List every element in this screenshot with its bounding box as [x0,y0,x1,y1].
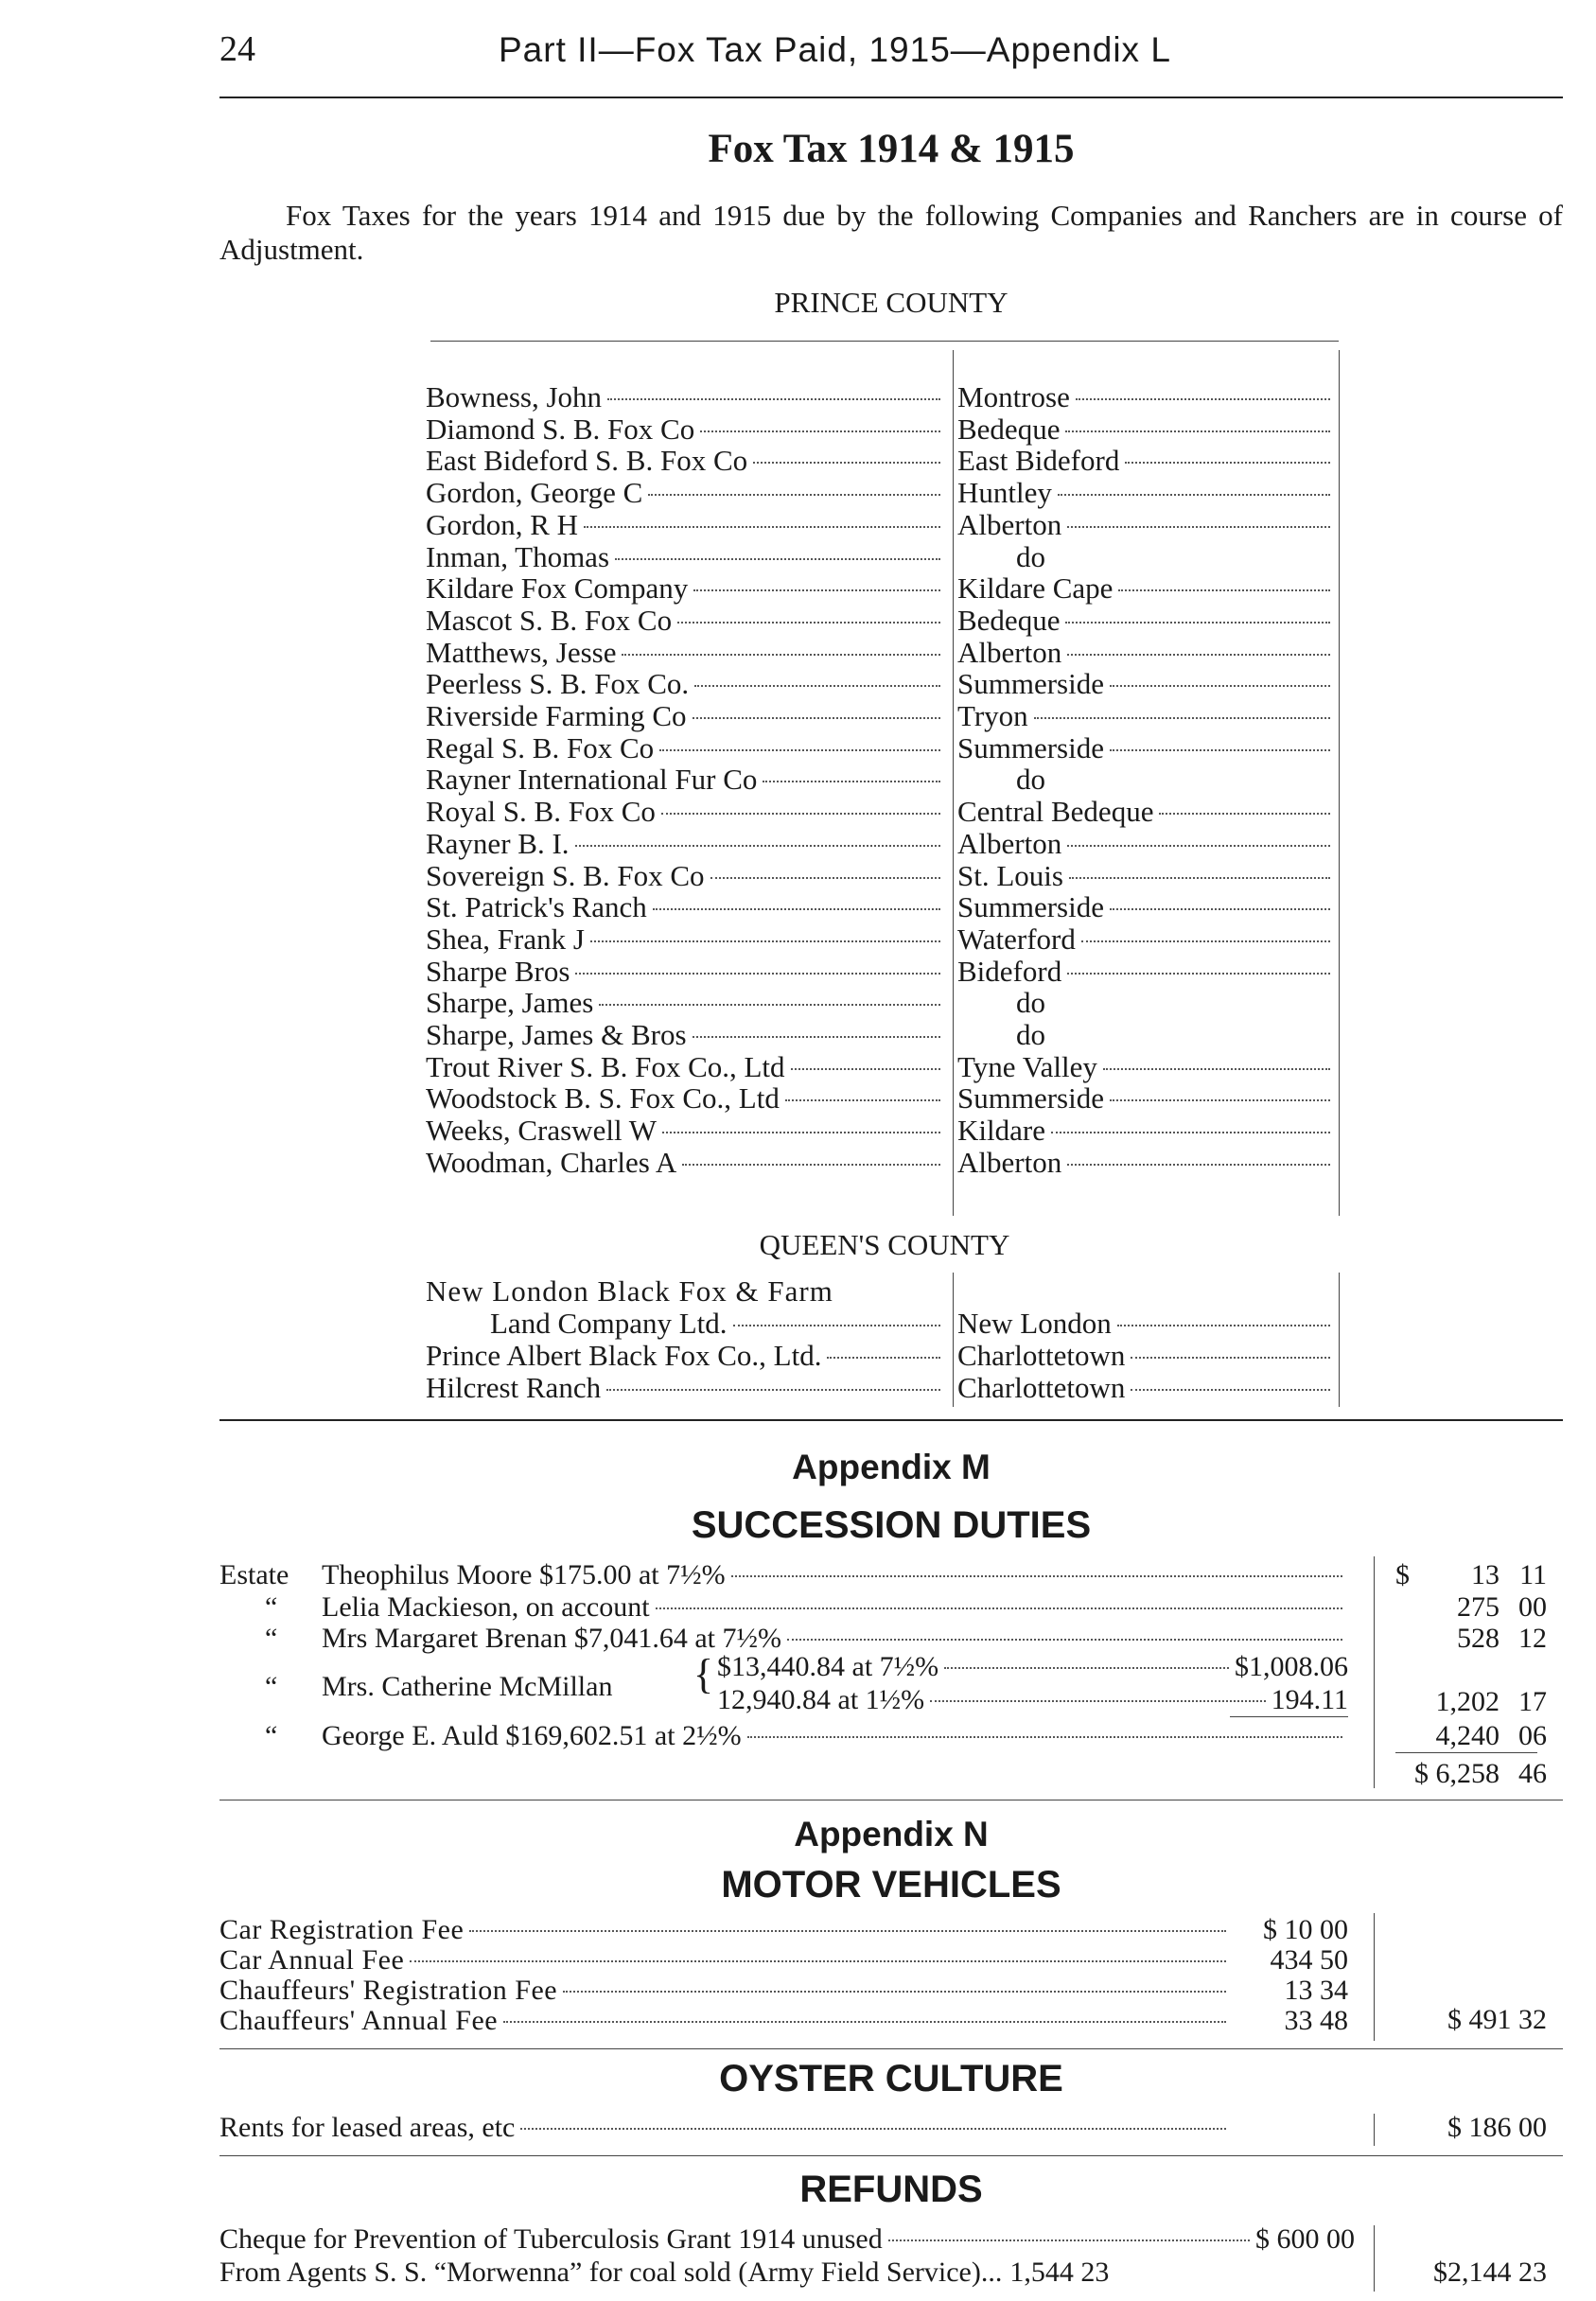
mcmillan-sub-rule [1230,1716,1348,1717]
prince-entry-place: do [1016,1018,1045,1051]
queens-entry-place: Charlottetown [957,1339,1336,1373]
prince-entry-place: Summerside [957,731,1336,765]
prince-entry [426,636,946,670]
prince-county-heading: PRINCE COUNTY [774,286,1008,319]
entry-name: St. Patrick's Ranch [426,890,647,924]
mcmillan-sub1: $13,440.84 at 7½% $1,008.06 [717,1651,1348,1682]
prince-entry-place: Summerside [957,667,1336,701]
header-rule [219,97,1563,98]
fox-tax-title: Fox Tax 1914 & 1915 [708,127,1075,171]
entry-name: Matthews, Jesse [426,635,617,669]
motor-divider [1374,1913,1375,2041]
duty-amount-cents: 11 [1519,1559,1547,1590]
prince-entry [426,1018,946,1052]
entry-name: Gordon, R H [426,507,579,541]
motor-row: Car Annual Fee [219,1944,1232,1976]
duty-amount-dollars: 275 [1457,1591,1500,1623]
entry-name: Riverside Farming Co [426,699,687,732]
prince-entry-place: Alberton [957,1146,1336,1180]
ditto-mark: “ [265,1720,278,1751]
queens-divider [953,1273,954,1407]
duty-row-brenan: Mrs Margaret Brenan $7,041.64 at 7½% [322,1623,1348,1655]
prince-entry [426,571,946,606]
entry-name: Sharpe, James & Bros [426,1018,687,1051]
duty-amount-divider [1374,1556,1375,1788]
duty-amount-cents: 17 [1518,1686,1547,1717]
prince-entry-place: Alberton [957,636,1336,670]
prince-entry-place: Montrose [957,380,1336,414]
duty-amount-dollars: 528 [1457,1623,1500,1654]
prince-entry [426,1081,946,1115]
refunds-title: REFUNDS [799,2169,983,2210]
appendix-m-title: SUCCESSION DUTIES [691,1504,1092,1546]
prince-entry [426,859,946,893]
prince-entry [426,444,946,478]
mcmillan-sub2: 12,940.84 at 1½% 194.11 [717,1684,1348,1715]
duty-amount-cents: 00 [1518,1591,1547,1623]
fox-tax-intro: Fox Taxes for the years 1914 and 1915 due by the following Companies and Ranchers are in course of Adjustment. [219,199,1563,266]
column-divider [953,350,954,1216]
motor-total: $ 491 32 [1447,2004,1547,2035]
entry-name: Shea, Frank J [426,922,585,956]
refunds-total: $2,144 23 [1433,2257,1547,2288]
appendix-n-label: Appendix N [794,1815,989,1853]
duty-amount-dollars: 4,240 [1435,1720,1500,1751]
page-number: 24 [219,29,255,69]
prince-entry [426,476,946,510]
duty-row-mackieson: Lelia Mackieson, on account [322,1591,1348,1624]
prince-entry-place: Bedeque [957,604,1336,638]
ditto-mark: “ [265,1591,278,1623]
duty-total-dollars: $ 6,258 [1414,1758,1500,1789]
motor-amount: 13 34 [1284,1975,1348,2006]
entry-name: Woodstock B. S. Fox Co., Ltd [426,1081,780,1115]
entry-name: Rayner International Fur Co [426,763,758,797]
entry-name: Sharpe Bros [426,954,570,988]
entry-name: Peerless S. B. Fox Co. [426,667,690,701]
running-title: Part II—Fox Tax Paid, 1915—Appendix L [499,30,1171,69]
prince-entry [426,1114,946,1148]
prince-entry-place: Alberton [957,827,1336,861]
queens-entry: Prince Albert Black Fox Co., Ltd. [426,1339,946,1373]
prince-entry-place: Central Bedeque [957,795,1336,829]
entry-name: Trout River S. B. Fox Co., Ltd [426,1049,785,1083]
prince-entry [426,986,946,1020]
refunds-divider [1374,2225,1375,2292]
brace-icon: { [693,1651,714,1697]
prince-entry [426,699,946,733]
prince-entry-place: do [1016,986,1045,1020]
prince-entry-place: Tryon [957,699,1336,733]
prince-entry [426,955,946,989]
prince-entry-place: Kildare [957,1114,1336,1148]
prince-entry [426,922,946,957]
oyster-row: Rents for leased areas, etc [219,2112,1232,2144]
entry-name: Weeks, Craswell W [426,1114,658,1148]
right-divider [1339,350,1340,1216]
prince-entry-place: do [1016,539,1045,573]
prince-entry-place: Bedeque [957,413,1336,447]
motor-end-rule [219,2048,1563,2049]
queens-county-heading: QUEEN'S COUNTY [759,1228,1010,1261]
duty-total-cents: 46 [1518,1758,1547,1789]
queens-entry-place: Charlottetown [957,1371,1336,1405]
entry-name: Sovereign S. B. Fox Co [426,858,705,892]
entry-name: Kildare Fox Company [426,571,689,606]
entry-name: Regal S. B. Fox Co [426,730,655,764]
prince-entry-place: Summerside [957,890,1336,924]
queens-entry-line1: New London Black Fox & Farm [426,1274,833,1308]
queens-entry: Land Company Ltd. [490,1307,946,1341]
entry-name: Mascot S. B. Fox Co [426,603,673,637]
queens-entry-place: New London [957,1307,1336,1341]
ditto-mark: “ [265,1623,278,1654]
prince-entry [426,795,946,829]
motor-amount: 33 48 [1284,2005,1348,2036]
prince-entry-place: do [1016,763,1045,797]
prince-entry-place: Tyne Valley [957,1050,1336,1084]
appendix-n-title: MOTOR VEHICLES [721,1864,1061,1906]
prince-entry [426,827,946,861]
entry-name: Inman, Thomas [426,539,610,573]
entry-name: Diamond S. B. Fox Co [426,412,695,446]
duty-amount-dollars: 13 [1471,1559,1500,1590]
prince-entry [426,763,946,797]
prince-entry-place: Summerside [957,1081,1336,1115]
prince-entry-place: Alberton [957,508,1336,542]
motor-row: Car Registration Fee [219,1914,1232,1946]
entry-name: Rayner B. I. [426,826,570,860]
prince-entry [426,604,946,638]
duty-dollar-sign: $ [1395,1559,1410,1590]
prince-entry-place: Bideford [957,955,1336,989]
motor-row: Chauffeurs' Registration Fee [219,1975,1232,2007]
prince-entry [426,380,946,414]
entry-name: Woodman, Charles A [426,1145,677,1179]
duty-row-auld: George E. Auld $169,602.51 at 2½% [322,1720,1348,1752]
queens-right-divider [1339,1273,1340,1407]
prince-entry [426,508,946,542]
entry-name: East Bideford S. B. Fox Co [426,444,748,478]
appendix-m-label: Appendix M [792,1448,991,1486]
entry-name: Royal S. B. Fox Co [426,795,656,829]
prince-entry-place: Kildare Cape [957,571,1336,606]
ditto-mark: “ [265,1671,278,1702]
prince-entry-place: East Bideford [957,444,1336,478]
duty-row-moore: Theophilus Moore $175.00 at 7½% [322,1559,1348,1591]
motor-row: Chauffeurs' Annual Fee [219,2005,1232,2037]
prince-entry [426,540,946,574]
duty-amount-cents: 06 [1518,1720,1547,1751]
entry-name: Bowness, John [426,380,603,413]
oyster-end-rule [219,2155,1563,2156]
prince-entry [426,667,946,701]
entry-name: Sharpe, James [426,986,594,1020]
duty-amount-cents: 12 [1518,1623,1547,1654]
prince-entry [426,731,946,765]
duty-sum-rule [1395,1752,1537,1753]
queens-entry: Hilcrest Ranch [426,1371,946,1405]
refund-row-morwenna: From Agents S. S. “Morwenna” for coal sold (Army Field Service)... 1,544 23 [219,2257,1110,2288]
prince-rule [430,341,1339,342]
prince-entry [426,1146,946,1180]
oyster-title: OYSTER CULTURE [719,2058,1063,2099]
refund-row-tuberculosis: Cheque for Prevention of Tuberculosis Grant 1914 unused $ 600 00 [219,2223,1355,2255]
prince-entry-place: Waterford [957,922,1336,957]
motor-amount: 434 50 [1270,1944,1348,1976]
duty-amount-dollars: 1,202 [1435,1686,1500,1717]
prince-entry-place: Huntley [957,476,1336,510]
prince-entry [426,1050,946,1084]
entry-name: Gordon, George C [426,476,643,510]
estate-label: Estate [219,1559,289,1590]
duty-row-mcmillan: Mrs. Catherine McMillan [322,1671,613,1702]
oyster-total: $ 186 00 [1447,2112,1547,2143]
prince-entry [426,890,946,924]
oyster-divider [1374,2114,1375,2146]
fox-end-rule [219,1419,1563,1421]
prince-entry-place: St. Louis [957,859,1336,893]
prince-entry [426,413,946,447]
motor-amount: $ 10 00 [1263,1914,1348,1945]
